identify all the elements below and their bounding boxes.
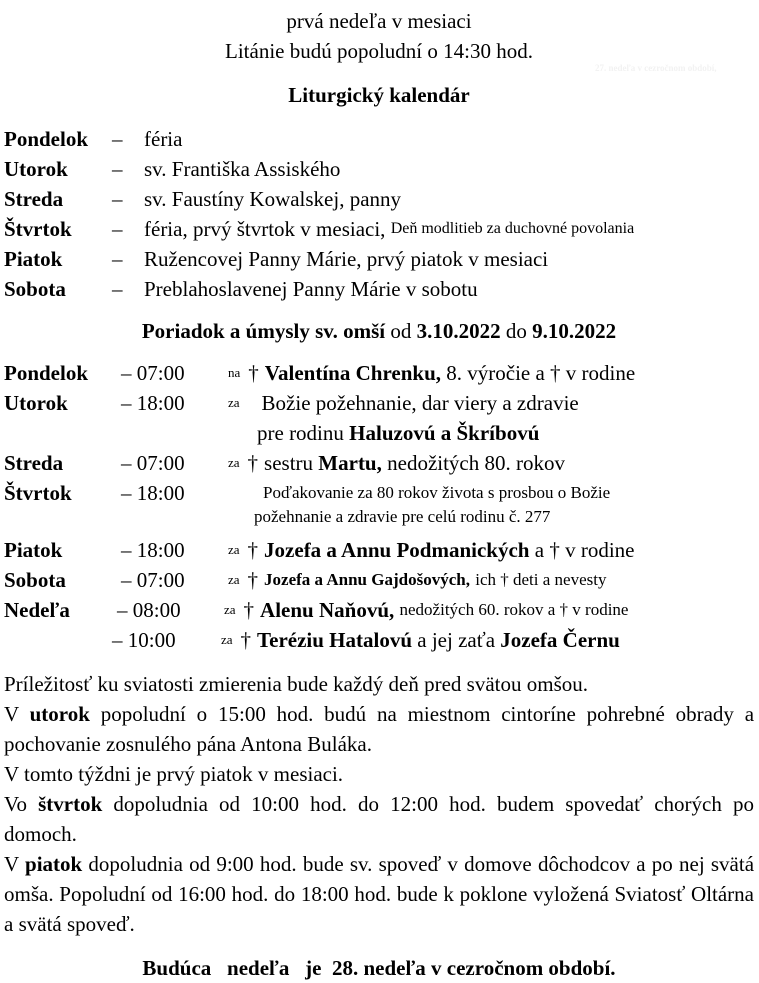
liturgy-day: Streda [4, 187, 64, 211]
footer-next-sunday: Budúca nedeľa je 28. nedeľa v cezročnom období. [142, 956, 616, 980]
liturgy-text: Ružencovej Panny Márie, prvý piatok v mesiaci [144, 247, 549, 271]
mass-row-wednesday: Streda – 07:00 za † sestru Martu, nedožitých 80. rokov [4, 451, 565, 475]
mass-row-thursday: Štvrtok – 18:00 Poďakovanie za 80 rokov života s prosbou o Božie [4, 481, 611, 505]
mass-row-monday: Pondelok – 07:00 na † Valentína Chrenku, 8. výročie a † v rodine [4, 361, 636, 385]
bulletin-page [4, 6, 754, 983]
liturgy-note: Deň modlitieb za duchovné povolania [390, 220, 635, 237]
liturgy-title: Liturgický kalendár [288, 83, 470, 107]
masses-title: Poriadok a úmysly sv. omší od 3.10.2022 do 9.10.2022 [141, 319, 617, 343]
mass-row-saturday: Sobota – 07:00 za † Jozefa a Annu Gajdošových, ich † deti a nevesty [4, 568, 607, 592]
liturgy-dash: – [112, 157, 123, 181]
liturgy-row [4, 124, 754, 154]
liturgy-row [4, 184, 754, 214]
mass-row-tuesday: Utorok – 18:00 za Božie požehnanie, dar viery a zdravie [4, 391, 579, 415]
announcement-thursday: Vo štvrtok dopoludnia od 10:00 hod. do 12:00 hod. budem spovedať chorých po domoch. [4, 792, 754, 846]
liturgy-row [4, 214, 754, 244]
liturgy-day: Piatok [4, 247, 63, 271]
liturgy-text: féria, prvý štvrtok v mesiaci, [144, 217, 386, 241]
liturgy-day: Utorok [4, 157, 68, 181]
announcement-funeral: V utorok popoludní o 15:00 hod. budú na miestnom cintoríne pohrebné obrady a pochovanie zosnulého pána Antona Buláka. [4, 702, 755, 756]
liturgy-row [4, 244, 754, 274]
liturgy-day: Pondelok [4, 127, 89, 151]
mass-row-sunday-2: – 10:00 za † Teréziu Hatalovú a jej zaťa Jozefa Černu [112, 628, 620, 652]
liturgy-list [4, 124, 754, 304]
liturgy-row [4, 154, 754, 184]
liturgy-day: Sobota [4, 277, 66, 301]
liturgy-dash: – [112, 247, 123, 271]
header-line-1: prvá nedeľa v mesiaci [286, 9, 472, 33]
liturgy-text: sv. Františka Assiského [144, 157, 341, 181]
liturgy-text: féria [144, 127, 183, 151]
liturgy-dash: – [112, 127, 123, 151]
liturgy-day: Štvrtok [4, 217, 72, 241]
mass-row-friday: Piatok – 18:00 za † Jozefa a Annu Podmanických a † v rodine [4, 538, 635, 562]
liturgy-text: sv. Faustíny Kowalskej, panny [144, 187, 402, 211]
mass-row-thursday-cont: požehnanie a zdravie pre celú rodinu č. 277 [254, 507, 551, 526]
masses-list [4, 358, 754, 655]
liturgy-row [4, 274, 754, 304]
liturgy-text: Preblahoslavenej Panny Márie v sobotu [144, 277, 478, 301]
announcements [4, 669, 754, 939]
mass-row-sunday-1: Nedeľa – 08:00 za † Alenu Naňovú, nedožitých 60. rokov a † v rodine [4, 598, 629, 622]
announcement-confession: Príležitosť ku sviatosti zmierenia bude každý deň pred svätou omšou. [4, 672, 589, 696]
faint-watermark-text: 27. nedeľa v cezročnom období, [595, 63, 717, 73]
liturgy-dash: – [112, 277, 123, 301]
mass-row-tuesday-cont: pre rodinu Haluzovú a Škríbovú [257, 421, 540, 445]
header-line-2: Litánie budú popoludní o 14:30 hod. [225, 39, 533, 63]
announcement-first-friday: V tomto týždni je prvý piatok v mesiaci. [4, 762, 344, 786]
liturgy-dash: – [112, 217, 123, 241]
announcement-friday: V piatok dopoludnia od 9:00 hod. bude sv. spoveď v domove dôchodcov a po nej svätá omša. Popoludní od 16:00 hod. do 18:00 hod. bude k poklone vyložená Sviatosť Oltárna a svätá spoveď. [4, 852, 755, 936]
liturgy-dash: – [112, 187, 123, 211]
